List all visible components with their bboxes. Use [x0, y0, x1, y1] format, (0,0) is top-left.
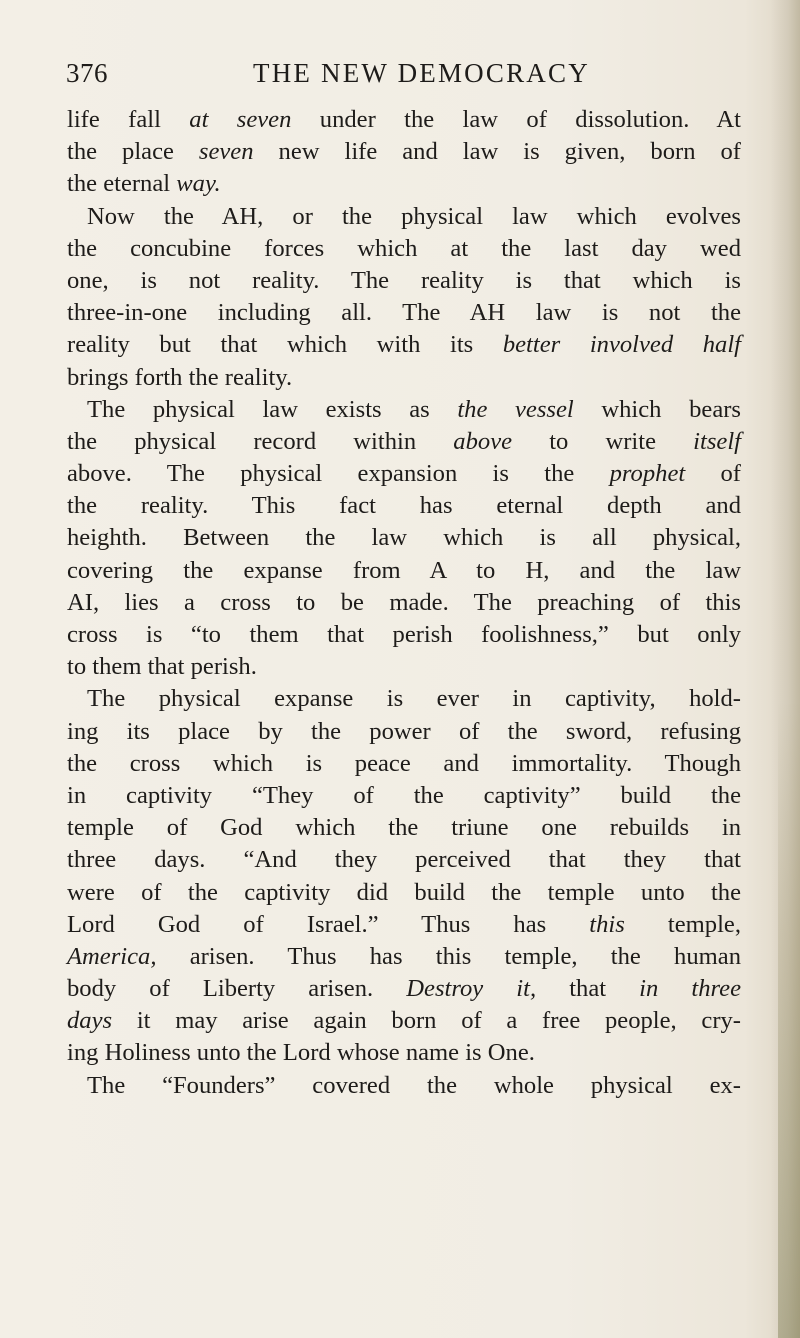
text-segment: Lord God of Israel.” Thus has [67, 910, 590, 938]
text-line [67, 780, 741, 812]
italic-text: days [67, 1007, 113, 1035]
text-segment: which bears [573, 395, 741, 423]
italic-text: this [589, 910, 625, 938]
text-segment: the concubine forces which at the last day wed [67, 234, 741, 262]
italic-text: prophet [609, 460, 686, 488]
text-line [67, 394, 741, 426]
italic-text: way. [176, 170, 221, 198]
running-head: THE NEW DEMOCRACY [253, 58, 590, 88]
text-segment: ing Holiness unto the Lord whose name is One. [67, 1039, 535, 1067]
text-segment: new life and law is given, born of [253, 138, 741, 166]
text-line [67, 909, 741, 941]
text-segment: to write [512, 427, 694, 455]
text-segment: brings forth the reality. [67, 363, 293, 391]
text-segment: it may arise again born of a free people, cry- [112, 1007, 741, 1035]
text-line [67, 748, 741, 780]
text-line [67, 136, 741, 168]
text-line [67, 716, 741, 748]
italic-text: better involved half [502, 331, 741, 359]
text-line [67, 1037, 741, 1069]
text-segment: temple, [624, 910, 741, 938]
text-segment: the place [67, 138, 199, 166]
text-segment: above. The physical expansion is the [67, 460, 610, 488]
text-segment: three-in-one including all. The AH law is not the [67, 299, 741, 327]
text-segment: the cross which is peace and immortality. Though [67, 749, 741, 777]
italic-text: Destroy it, [406, 975, 537, 1003]
text-line [67, 362, 741, 394]
text-line [67, 1070, 741, 1102]
text-segment: arisen. Thus has this temple, the human [156, 942, 741, 970]
italic-text: America, [67, 942, 157, 970]
text-line [67, 297, 741, 329]
text-line [67, 233, 741, 265]
text-line [67, 522, 741, 554]
text-segment: The physical expanse is ever in captivity, hold- [87, 685, 741, 713]
text-line [67, 683, 741, 715]
text-line [67, 651, 741, 683]
page-number: 376 [66, 58, 108, 88]
text-line [67, 877, 741, 909]
text-segment: reality but that which with its [67, 331, 503, 359]
italic-text: itself [693, 427, 741, 455]
text-segment: one, is not reality. The reality is that which is [67, 266, 741, 294]
italic-text: at seven [189, 106, 292, 133]
text-segment: the physical record within [67, 427, 454, 455]
text-segment: The physical law exists as [87, 395, 458, 423]
italic-text: the vessel [457, 395, 574, 423]
text-line [67, 587, 741, 619]
text-segment: to them that perish. [67, 653, 257, 681]
text-segment: body of Liberty arisen. [67, 975, 407, 1003]
text-line [67, 426, 741, 458]
text-segment: the eternal [67, 170, 177, 198]
text-line [67, 1005, 741, 1037]
text-segment: cross is “to them that perish foolishness,” but only [67, 621, 741, 648]
text-segment: three days. “And they perceived that they that [67, 846, 741, 874]
text-line [67, 168, 741, 200]
text-line [67, 329, 741, 361]
text-segment: under the law of dissolution. At [291, 106, 741, 133]
text-segment: The “Founders” covered the whole physical ex- [87, 1071, 741, 1099]
text-line [67, 619, 741, 651]
page-edge-stain [778, 700, 800, 1338]
italic-text: in three [639, 975, 742, 1003]
text-segment: that [536, 975, 640, 1003]
text-line [67, 973, 741, 1005]
text-segment: AI, lies a cross to be made. The preaching of this [67, 588, 741, 616]
text-line [67, 812, 741, 844]
italic-text: seven [198, 138, 254, 166]
text-segment: the reality. This fact has eternal depth and [67, 492, 741, 520]
text-segment: in captivity “They of the captivity” build the [67, 781, 741, 809]
text-segment: of [685, 460, 741, 488]
italic-text: above [453, 427, 513, 455]
text-segment: covering the expanse from A to H, and the law [67, 556, 741, 584]
text-line [67, 104, 741, 136]
text-line [67, 555, 741, 587]
text-line [67, 490, 741, 522]
text-segment: life fall [67, 106, 190, 133]
text-line [67, 941, 741, 973]
text-segment: temple of God which the triune one rebuilds in [67, 814, 741, 842]
text-segment: ing its place by the power of the sword, refusing [67, 717, 741, 745]
text-segment: were of the captivity did build the temple unto the [67, 878, 741, 906]
text-line [67, 201, 741, 233]
page-header [0, 58, 800, 98]
text-segment: heighth. Between the law which is all physical, [67, 524, 741, 552]
body-text [67, 104, 741, 1102]
text-line [67, 458, 741, 490]
text-line [67, 265, 741, 297]
text-segment: Now the AH, or the physical law which evolves [87, 202, 741, 230]
text-line [67, 844, 741, 876]
